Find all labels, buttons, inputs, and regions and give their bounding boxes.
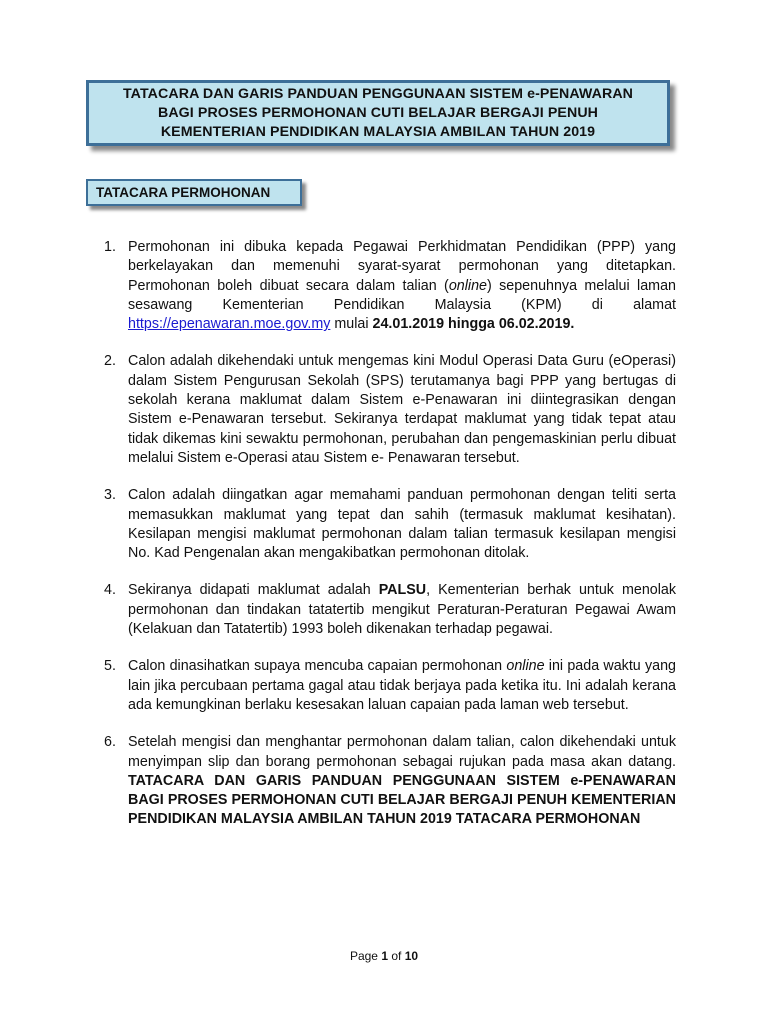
item-text: Calon adalah dikehendaki untuk mengemas kini Modul Operasi Data Guru (eOperasi) dalam Sistem Pengurusan Sekolah (SPS) terutamanya bagi PPP yang bertugas di sekolah kerana maklumat dalam Sistem e-Penawaran ini diintegrasikan dengan Sistem e-Penawaran tersebut. Sekiranya terdapat maklumat yang tidak tepat atau tidak dikemas kini sewaktu permohonan, perubahan dan pengemaskinian perlu dibuat melalui Sistem e-Operasi atau Sistem e- Penawaran tersebut.	[128, 353, 676, 466]
section-heading: TATACARA PERMOHONAN	[86, 179, 302, 206]
epenawaran-link[interactable]: https://epenawaran.moe.gov.my	[128, 316, 331, 333]
item-number: 2.	[104, 353, 116, 370]
document-title-box	[86, 80, 670, 146]
item-number: 1.	[104, 239, 116, 255]
list-item-4	[104, 581, 676, 639]
item-number: 4.	[104, 582, 116, 599]
item-text: Calon adalah diingatkan agar memahami panduan permohonan dengan teliti serta memasukkan maklumat yang tepat dan sahih (termasuk maklumat kesihatan). Kesilapan mengisi maklumat permohonan dalam talian termasuk kesilapan mengisi No. Kad Pengenalan akan mengakibatkan permohonan ditolak.	[128, 487, 676, 562]
list-item-2	[104, 352, 676, 468]
list-item-6	[104, 733, 676, 829]
item-text: Calon dinasihatkan supaya mencuba capaian permohonan online ini pada waktu yang lain jika percubaan pertama gagal atau tidak berjaya pada ketika itu. Ini adalah kerana ada kemungkinan berlaku kesesakan laluan capaian pada laman web tersebut.	[128, 658, 676, 713]
item-text: Setelah mengisi dan menghantar permohonan dalam talian, calon dikehendaki untuk menyimpan slip dan borang permohonan sebagai rujukan pada masa akan datang. TATACARA DAN GARIS PANDUAN PENGGUNAAN SISTEM e-PENAWARAN BAGI PROSES PERMOHONAN CUTI BELAJAR BERGAJI PENUH KEMENTERIAN PENDIDIKAN MALAYSIA AMBILAN TAHUN 2019 TATACARA PERMOHONAN	[128, 734, 676, 828]
page-footer	[0, 949, 768, 963]
list-item-5	[104, 657, 676, 715]
item-number: 5.	[104, 658, 116, 675]
title-line-1: TATACARA DAN GARIS PANDUAN PENGGUNAAN SISTEM e-PENAWARAN	[122, 86, 634, 102]
of-label: of	[391, 949, 402, 963]
item-number: 6.	[104, 734, 116, 751]
procedure-list	[104, 238, 676, 848]
item-text: Sekiranya didapati maklumat adalah PALSU, Kementerian berhak untuk menolak permohonan dan tindakan tatatertib mengikut Peraturan-Peraturan Pegawai Awam (Kelakuan dan Tatatertib) 1993 boleh dikenakan terhadap pegawai.	[128, 582, 677, 638]
page-label: Page	[349, 949, 378, 963]
title-line-2: BAGI PROSES PERMOHONAN CUTI BELAJAR BERGAJI PENUH	[157, 105, 599, 121]
item-number: 3.	[104, 487, 116, 504]
list-item-3	[104, 486, 676, 563]
title-line-3: KEMENTERIAN PENDIDIKAN MALAYSIA AMBILAN TAHUN 2019	[160, 124, 596, 140]
total-pages: 10	[404, 949, 419, 963]
item-text: Permohonan ini dibuka kepada Pegawai Perkhidmatan Pendidikan (PPP) yang berkelayakan dan memenuhi syarat-syarat permohonan yang ditetapkan. Permohonan boleh dibuat secara dalam talian (online) sepenuhnya melalui laman sesawang Kementerian Pendidikan Malaysia (KPM) di alamat https://epenawaran.moe.gov.my mulai 24.01.2019 hingga 06.02.2019.	[128, 239, 676, 333]
current-page: 1	[381, 949, 388, 963]
list-item-1	[104, 238, 676, 334]
